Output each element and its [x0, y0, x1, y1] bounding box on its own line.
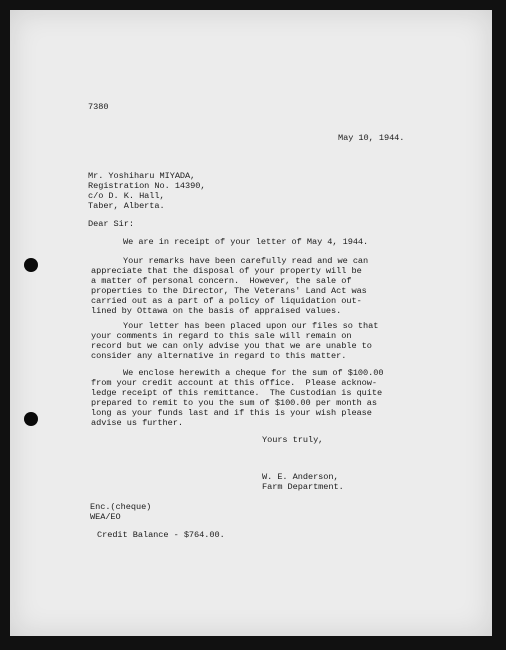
recipient-care-of: c/o D. K. Hall, — [88, 191, 165, 201]
complimentary-close: Yours truly, — [262, 435, 324, 445]
paragraph-2-line: Your remarks have been carefully read and we can — [123, 256, 369, 266]
paragraph-3-line: record but we can only advise you that we are unable to — [91, 341, 372, 351]
enclosure-note: Enc.(cheque) — [90, 502, 152, 512]
paragraph-4-line: We enclose herewith a cheque for the sum of $100.00 — [123, 368, 384, 378]
paragraph-1: We are in receipt of your letter of May 4, 1944. — [123, 237, 369, 247]
letter-date: May 10, 1944. — [338, 133, 405, 143]
signatory-name: W. E. Anderson, — [262, 472, 339, 482]
reference-initials: WEA/EO — [90, 512, 121, 522]
paragraph-4-line: long as your funds last and if this is your wish please — [91, 408, 372, 418]
paragraph-4-line: advise us further. — [91, 418, 183, 428]
paragraph-2-line: appreciate that the disposal of your property will be — [91, 266, 362, 276]
punch-hole-top — [24, 258, 38, 272]
paragraph-2-line: carried out as a part of a policy of liquidation out- — [91, 296, 362, 306]
recipient-location: Taber, Alberta. — [88, 201, 165, 211]
paragraph-4-line: prepared to remit to you the sum of $100.00 per month as — [91, 398, 377, 408]
paragraph-2-line: a matter of personal concern. However, the sale of — [91, 276, 352, 286]
salutation: Dear Sir: — [88, 219, 134, 229]
signatory-department: Farm Department. — [262, 482, 344, 492]
punch-hole-bottom — [24, 412, 38, 426]
recipient-name: Mr. Yoshiharu MIYADA, — [88, 171, 196, 181]
credit-balance: Credit Balance - $764.00. — [97, 530, 225, 540]
paragraph-3-line: consider any alternative in regard to this matter. — [91, 351, 347, 361]
paragraph-3-line: your comments in regard to this sale will remain on — [91, 331, 352, 341]
recipient-registration: Registration No. 14390, — [88, 181, 206, 191]
file-number: 7380 — [88, 102, 109, 112]
paragraph-4-line: from your credit account at this office. Please acknow- — [91, 378, 377, 388]
paragraph-2-line: lined by Ottawa on the basis of appraised values. — [91, 306, 342, 316]
paragraph-4-line: ledge receipt of this remittance. The Custodian is quite — [91, 388, 383, 398]
paragraph-3-line: Your letter has been placed upon our files so that — [123, 321, 379, 331]
paragraph-2-line: properties to the Director, The Veterans' Land Act was — [91, 286, 367, 296]
